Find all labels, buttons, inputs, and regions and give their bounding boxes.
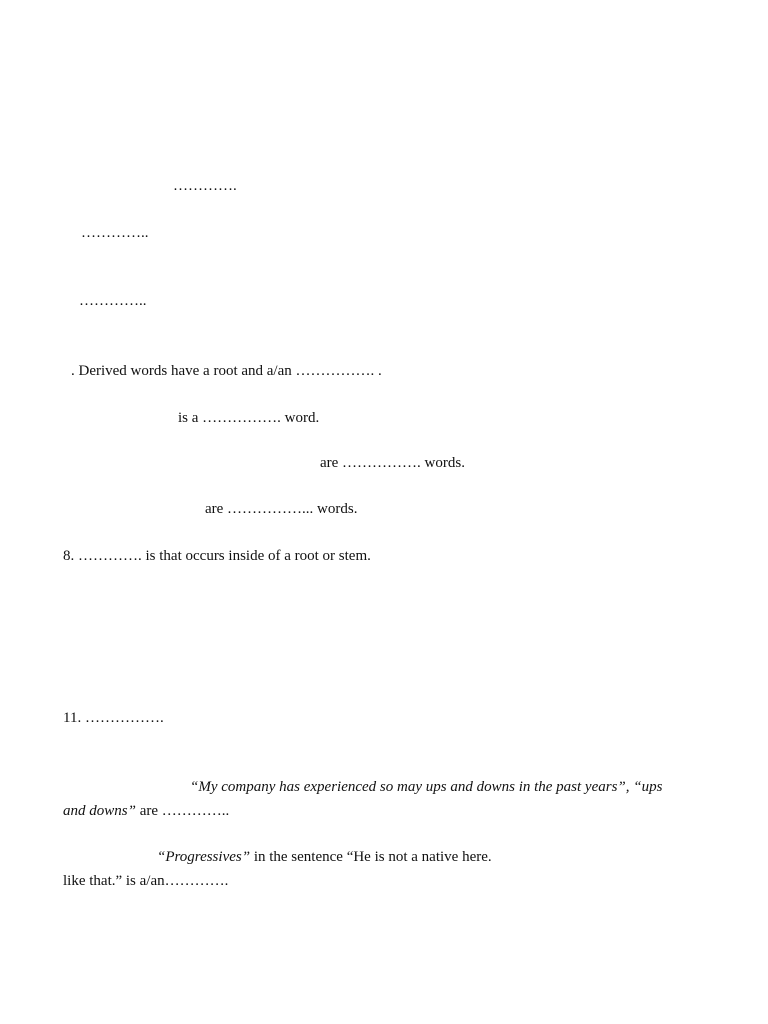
blank-line-2: ………….. <box>81 225 149 241</box>
question-12-rest: are ………….. <box>135 803 230 819</box>
question-12-quote: “My company has experienced so may ups and downs in the past years”, “ups <box>190 779 663 795</box>
question-13-quote: “Progressives” <box>157 849 251 865</box>
question-13-rest: in the sentence “He is not a native here. <box>250 849 492 865</box>
question-12-quote-end: and downs” <box>63 803 136 819</box>
question-12-line-1 <box>190 778 662 796</box>
question-12-line-2 <box>63 802 229 820</box>
question-derived-words: . Derived words have a root and a/an ……………. . <box>71 363 382 379</box>
question-8: 8. …………. is that occurs inside of a root or stem. <box>63 548 371 564</box>
blank-line-1: …………. <box>173 178 237 194</box>
question-are-words-2: are ……………... words. <box>205 501 358 517</box>
question-are-words-1: are ……………. words. <box>320 455 465 471</box>
question-is-a-word: is a ……………. word. <box>178 410 320 426</box>
question-13-line-2: like that.” is a/an…………. <box>63 873 229 889</box>
question-11: 11. ……………. <box>63 710 164 726</box>
question-13-line-1 <box>157 848 492 866</box>
blank-line-3: ………….. <box>79 293 147 309</box>
